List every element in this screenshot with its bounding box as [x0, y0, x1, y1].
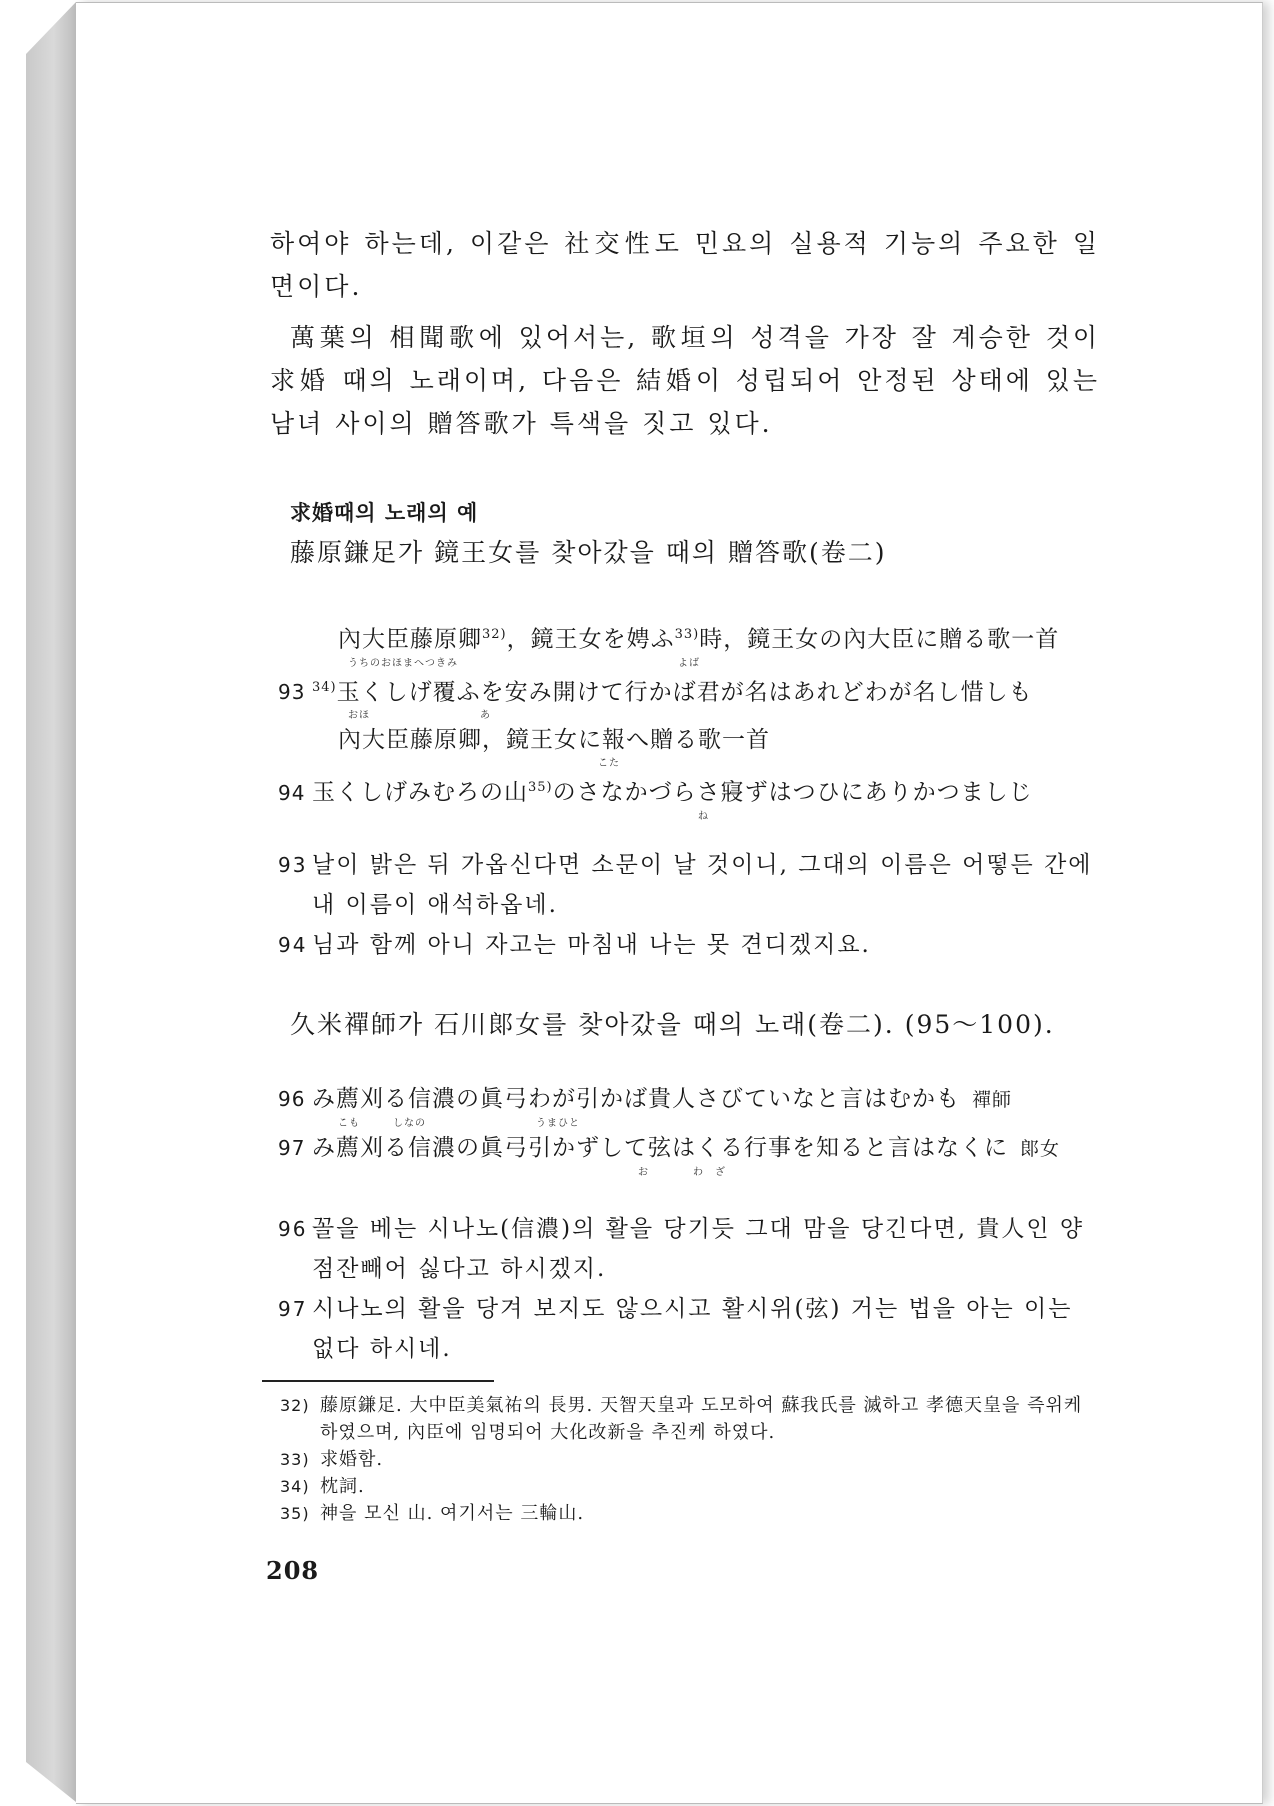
translation-93: 93 날이 밝은 뒤 가옵신다면 소문이 날 것이니, 그대의 이름은 어떻든 간에 내 이름이 애석하옵네.	[278, 851, 1093, 918]
translation-97: 97 시나노의 활을 당겨 보지도 않으시고 활시위(弦) 거는 법을 아는 이는 없다 하시네.	[278, 1295, 1073, 1362]
page-number: 208	[266, 1556, 320, 1585]
section-subheading-1: 藤原鎌足가 鏡王女를 찾아갔을 때의 贈答歌(卷二)	[290, 538, 887, 567]
footnote-34: 34) 枕詞.	[280, 1476, 365, 1497]
poem-94: 94 玉くしげみむろの山$^{35)}$のさなかづらさ寢ずはつひにありかつましじ	[278, 779, 1033, 806]
section-heading-courtship: 求婚때의 노래의 예	[290, 501, 479, 525]
poem-title-2: 內大臣藤原卿，鏡王女に報へ贈る歌一首	[338, 727, 770, 754]
footnote-divider	[262, 1380, 494, 1382]
footnotes	[280, 1392, 1100, 1527]
book-spine	[26, 2, 76, 1802]
body-paragraph-1: 하여야 하는데, 이같은 社交性도 민요의 실용적 기능의 주요한 일면이다.	[270, 229, 1100, 301]
section-subheading-2: 久米禪師가 石川郞女를 찾아갔을 때의 노래(卷二). (95〜100).	[290, 1009, 1055, 1039]
poem-96: 96 み薦刈る信濃の眞弓わが引かば貴人さびていなと言はむかも 禪師	[278, 1085, 1013, 1112]
ruby-annotation: こも しなの うまひと	[338, 1117, 580, 1129]
ruby-annotation: こた	[598, 758, 620, 770]
footnote-33: 33) 求婚함.	[280, 1449, 384, 1470]
ruby-annotation: ね	[698, 810, 709, 822]
poem-97: 97 み薦刈る信濃の眞弓引かずして弦はくる行事を知ると言はなくに 郞女	[278, 1134, 1061, 1161]
japanese-poems-block-1	[278, 617, 1100, 823]
ruby-annotation: お わ ざ	[638, 1166, 726, 1178]
ruby-annotation: うちのおほまへつきみ よば	[348, 657, 700, 669]
body-paragraph-2: 萬葉의 相聞歌에 있어서는, 歌垣의 성격을 가장 잘 계승한 것이 求婚 때의 노래이며, 다음은 結婚이 성립되어 안정된 상태에 있는 남녀 사이의 贈答歌가 특색을 짓고 있다.	[270, 323, 1100, 438]
ruby-annotation: おほ あ	[348, 710, 491, 722]
translation-96: 96 꼴을 베는 시나노(信濃)의 활을 당기듯 그대 맘을 당긴다면, 貴人인 양 점잔빼어 싫다고 하시겠지.	[278, 1215, 1085, 1282]
page-content	[270, 222, 1100, 1369]
poem-93: 93 $^{34)}$玉くしげ覆ふを安み開けて行かば君が名はあれどわが名し惜しも	[278, 679, 1033, 706]
footnote-35: 35) 神을 모신 山. 여기서는 三輪山.	[280, 1503, 585, 1524]
poem-title-1: 內大臣藤原卿$^{32)}$，鏡王女を娉ふ$^{33)}$時，鏡王女の內大臣に贈る歌一首	[338, 626, 1060, 653]
translation-94: 94 님과 함께 아니 자고는 마침내 나는 못 견디겠지요.	[278, 931, 871, 958]
footnote-32: 32) 藤原鎌足. 大中臣美氣祐의 長男. 天智天皇과 도모하여 蘇我氏를 滅하고 孝德天皇을 즉위케 하였으며, 內臣에 임명되어 大化改新을 추진케 하였다.	[280, 1395, 1083, 1443]
japanese-poems-block-2	[278, 1081, 1100, 1179]
